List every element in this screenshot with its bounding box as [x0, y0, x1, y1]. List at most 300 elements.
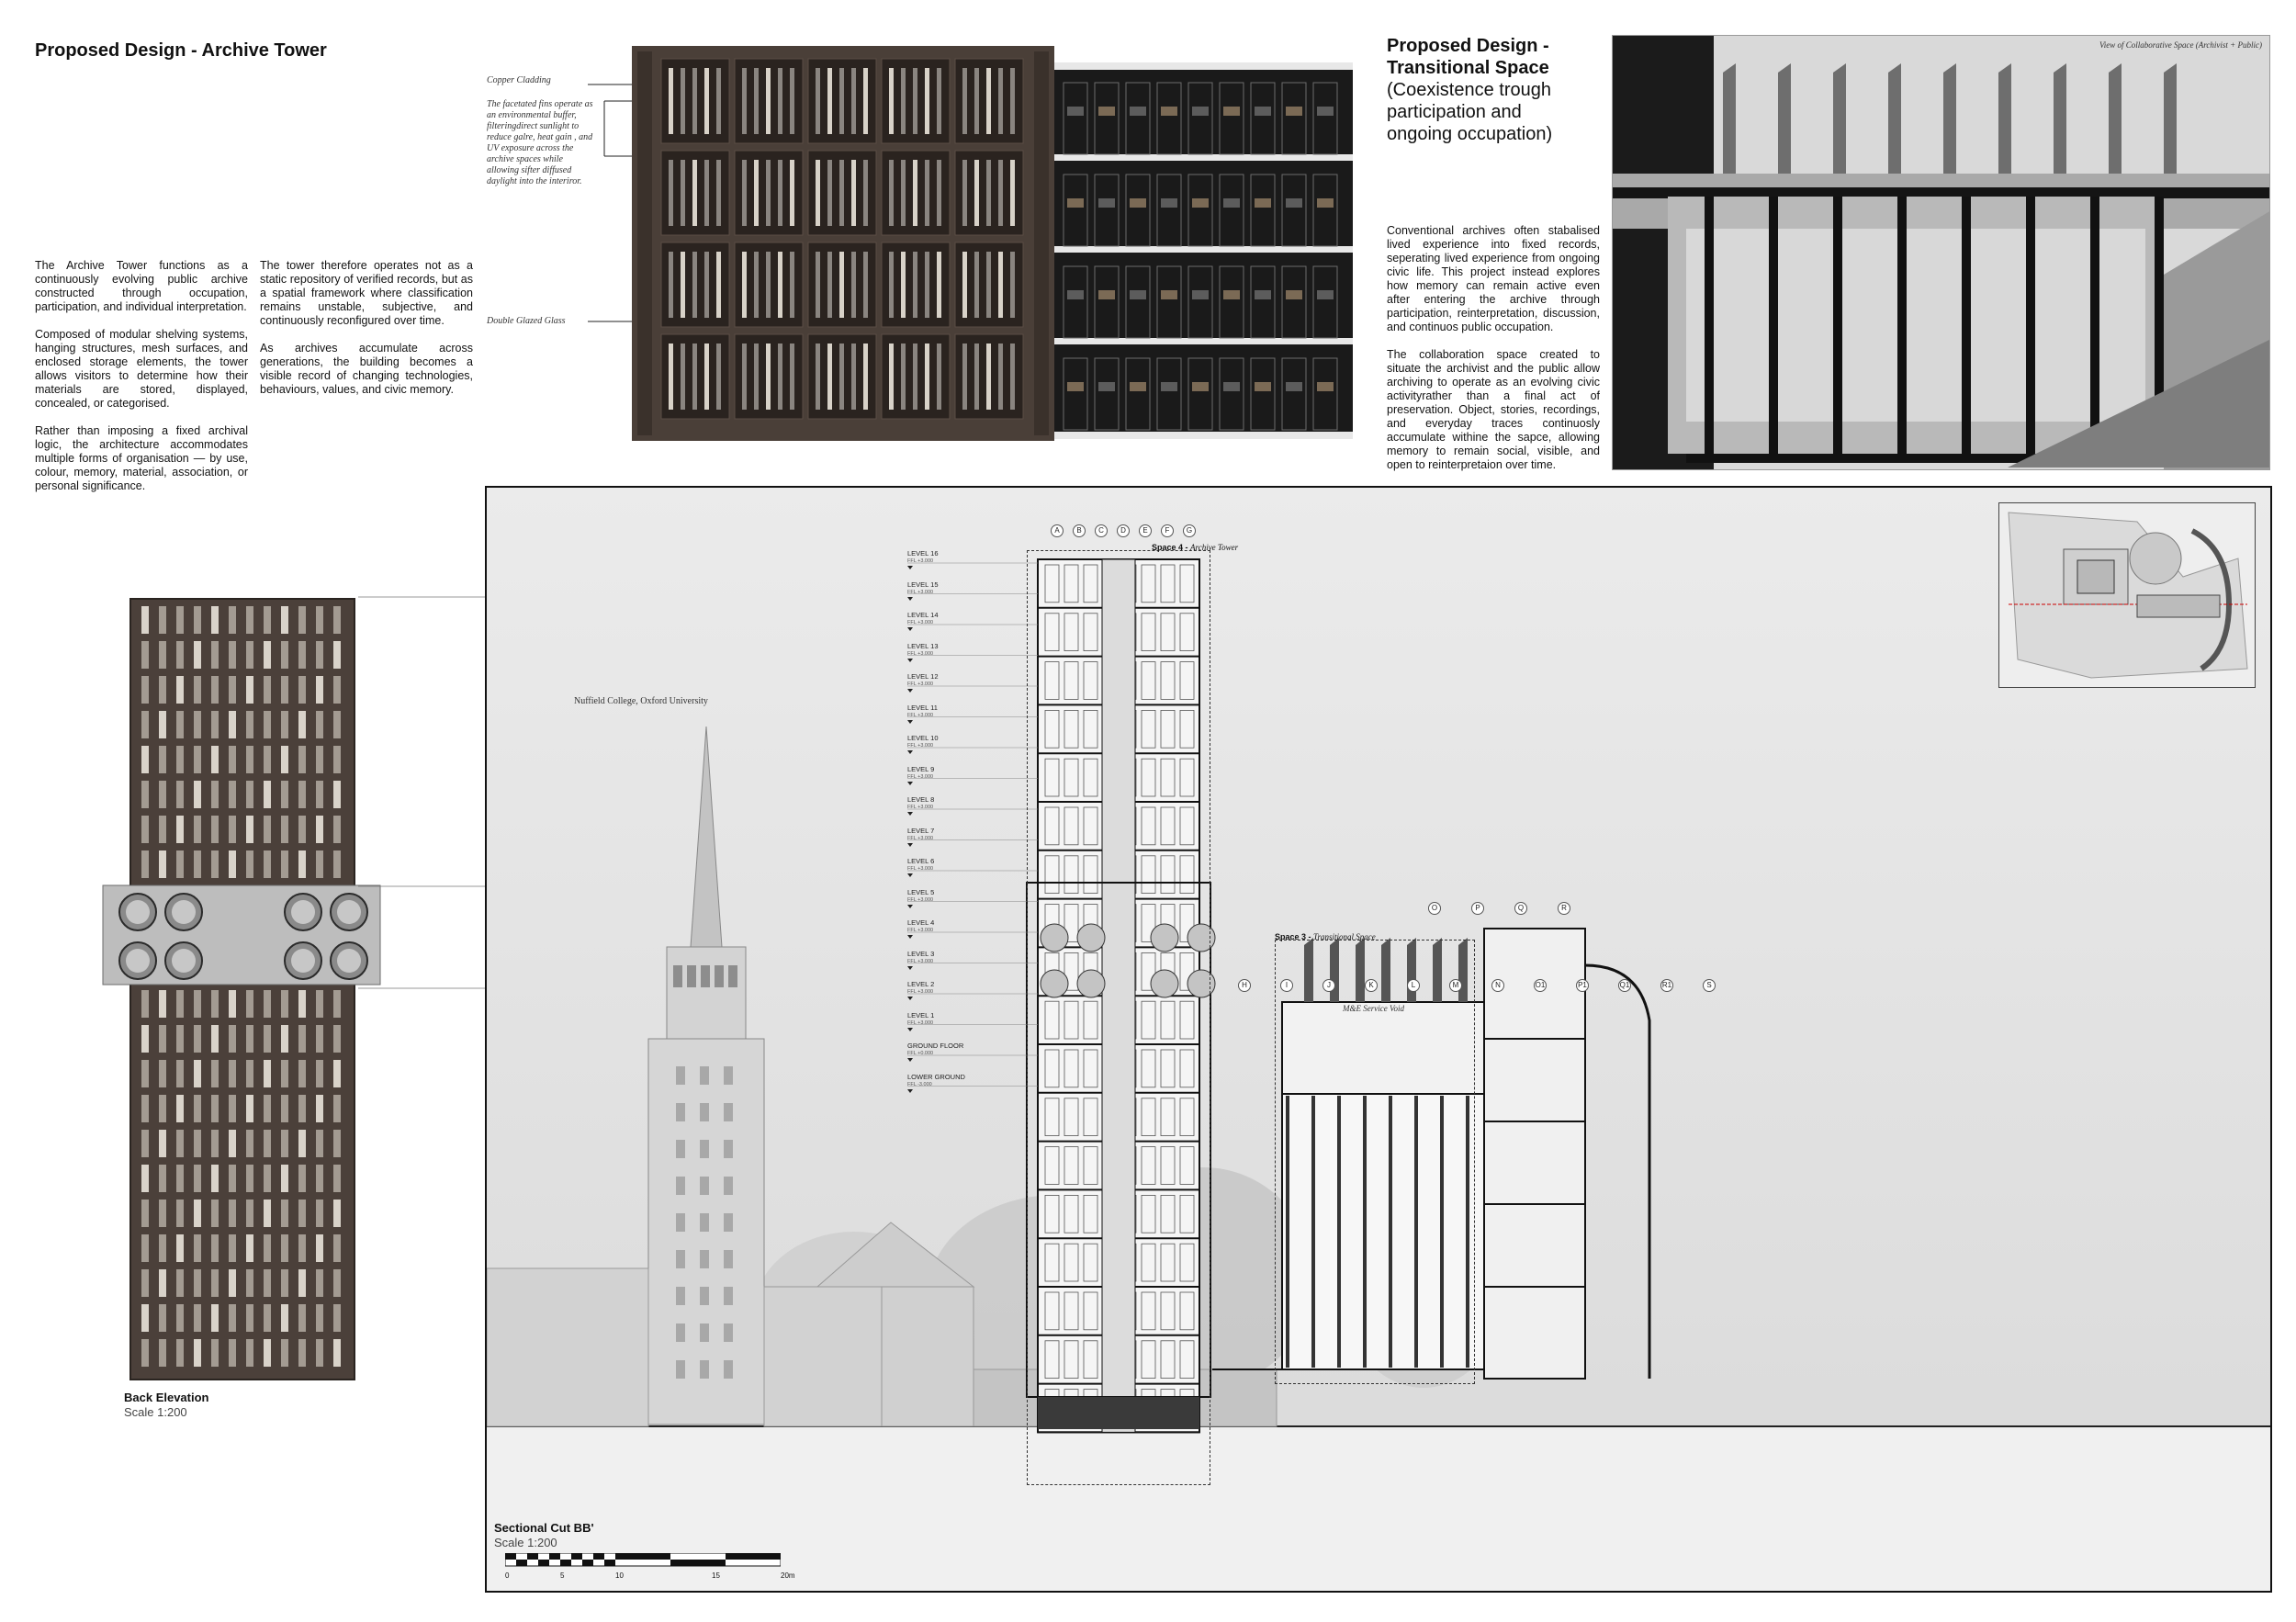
back-elev-slit: [316, 1095, 323, 1122]
back-elev-slit: [333, 711, 341, 738]
back-elev-slit: [264, 850, 271, 878]
back-elev-slit: [229, 781, 236, 808]
back-elev-slit: [316, 1200, 323, 1227]
level-name: LEVEL 15: [907, 580, 939, 589]
back-elev-sphere-core: [291, 949, 315, 973]
grid-bubble: R: [1558, 902, 1570, 915]
render-fin: [1723, 63, 1736, 174]
facade-slit: [863, 344, 868, 410]
nuffield-window: [700, 1213, 709, 1232]
facade-slit: [669, 344, 673, 410]
nuffield-window: [724, 1287, 733, 1305]
level-marker: [907, 550, 939, 569]
nuffield-window: [724, 1066, 733, 1085]
space3-prefix: Space 3 -: [1275, 932, 1314, 941]
facade-slit: [766, 252, 771, 318]
facade-slit: [925, 344, 929, 410]
back-elev-slit: [298, 1095, 306, 1122]
shelf-item: [1255, 290, 1271, 299]
nuffield-window: [676, 1177, 685, 1195]
back-elev-slit: [229, 1269, 236, 1297]
back-elev-slit: [333, 1339, 341, 1367]
facade-slit: [839, 160, 844, 226]
back-elev-slit: [194, 1130, 201, 1157]
level-triangle-icon: [907, 750, 913, 754]
level-ffl: FFL +3.000: [907, 650, 934, 657]
shelf-item: [1286, 382, 1302, 391]
back-elev-slit: [298, 606, 306, 634]
shelf-item: [1223, 198, 1240, 208]
render-mullion: [1962, 197, 1971, 463]
facade-slit: [816, 252, 820, 318]
level-triangle-icon: [907, 1028, 913, 1031]
facade-slit: [754, 68, 759, 134]
back-elev-slit: [264, 781, 271, 808]
back-elev-slit: [298, 1200, 306, 1227]
back-elev-slit: [176, 1060, 184, 1087]
back-elev-slit: [246, 676, 253, 704]
level-marker: [907, 1042, 963, 1062]
facade-slit: [766, 344, 771, 410]
nuffield-window: [676, 1287, 685, 1305]
level-name: LEVEL 8: [907, 795, 935, 804]
scale-cell: [582, 1560, 593, 1566]
facade-slit: [998, 160, 1003, 226]
grid-bubble: Q: [1514, 902, 1527, 915]
render-fin: [1778, 63, 1791, 174]
site-plan-drawing: [1999, 503, 2255, 687]
facade-slit: [1010, 344, 1015, 410]
scale-cell: [549, 1553, 560, 1560]
back-elev-slit: [246, 711, 253, 738]
shelf-item: [1317, 198, 1334, 208]
back-elev-slit: [246, 1200, 253, 1227]
back-elev-slit: [264, 746, 271, 773]
back-elev-slit: [159, 850, 166, 878]
facade-slit: [913, 160, 917, 226]
back-elev-slit: [159, 676, 166, 704]
facade-slit: [669, 68, 673, 134]
back-elev-slit: [281, 990, 288, 1018]
level-ffl: FFL +3.000: [907, 1019, 934, 1026]
back-elev-slit: [281, 1130, 288, 1157]
facade-slit: [962, 252, 967, 318]
back-elev-slit: [211, 641, 219, 669]
back-elev-slit: [246, 1025, 253, 1053]
level-triangle-icon: [907, 812, 913, 816]
back-elev-slit: [211, 746, 219, 773]
back-elev-slit: [333, 990, 341, 1018]
back-elev-slit: [281, 1165, 288, 1192]
back-elev-slit: [229, 816, 236, 843]
transition-annex: [1484, 929, 1585, 1379]
shelf-item: [1255, 382, 1271, 391]
shelf-item: [1161, 382, 1177, 391]
back-elev-slit: [141, 1339, 149, 1367]
facade-slit: [889, 68, 894, 134]
facade-slit: [851, 160, 856, 226]
back-elev-slit: [211, 990, 219, 1018]
back-elev-slit: [333, 1304, 341, 1332]
grid-bubble: P: [1471, 902, 1484, 915]
transitional-title-line2: Transitional Space: [1387, 58, 1549, 78]
level-triangle-icon: [907, 1058, 913, 1062]
back-elev-slit: [229, 676, 236, 704]
back-elev-slit: [229, 746, 236, 773]
back-elev-slit: [298, 1025, 306, 1053]
archive-paragraph: The Archive Tower functions as a continuously evolving public archive constructed through occupation, participation, and individual interpretation.: [35, 259, 248, 313]
level-marker: [907, 889, 934, 908]
level-ffl: FFL +3.000: [907, 958, 934, 964]
facade-slit: [754, 160, 759, 226]
back-elev-slit: [141, 676, 149, 704]
back-elev-slit: [194, 606, 201, 634]
back-elev-slit: [194, 711, 201, 738]
nuffield-arch: [673, 965, 682, 987]
facade-slit: [986, 344, 991, 410]
nuffield-window: [700, 1287, 709, 1305]
facade-slit: [827, 344, 832, 410]
facade-slit: [742, 252, 747, 318]
back-elev-slit: [141, 1165, 149, 1192]
back-elev-slit: [246, 746, 253, 773]
back-elev-slit: [298, 711, 306, 738]
level-triangle-icon: [907, 659, 913, 662]
back-elev-slit: [141, 990, 149, 1018]
back-elev-slit: [176, 781, 184, 808]
back-elev-slit: [229, 1234, 236, 1262]
level-name: LEVEL 14: [907, 611, 939, 619]
level-triangle-icon: [907, 905, 913, 908]
facade-slit: [669, 160, 673, 226]
back-elev-slit: [176, 1269, 184, 1297]
back-elev-slit: [159, 1025, 166, 1053]
back-elev-slit: [281, 816, 288, 843]
back-elev-slit: [141, 1269, 149, 1297]
back-elev-slit: [316, 746, 323, 773]
shelf-item: [1098, 290, 1115, 299]
section-frame: [485, 486, 2272, 1593]
back-elev-slit: [264, 990, 271, 1018]
back-elev-slit: [281, 1304, 288, 1332]
facade-slit: [962, 344, 967, 410]
level-name: LEVEL 2: [907, 980, 935, 988]
back-elev-slit: [246, 781, 253, 808]
back-elev-slit: [316, 1304, 323, 1332]
back-elev-slit: [333, 1269, 341, 1297]
shelf-item: [1098, 107, 1115, 116]
space3-label: [1275, 932, 1376, 941]
back-elev-slit: [298, 1130, 306, 1157]
back-elev-slit: [229, 990, 236, 1018]
nuffield-label: Nuffield College, Oxford University: [574, 696, 708, 706]
back-elev-slit: [194, 1025, 201, 1053]
back-elev-slit: [281, 746, 288, 773]
level-triangle-icon: [907, 566, 913, 569]
back-elev-slit: [298, 1165, 306, 1192]
back-elev-slit: [281, 711, 288, 738]
level-marker: [907, 1074, 965, 1093]
back-elev-slit: [211, 711, 219, 738]
facade-slit: [986, 68, 991, 134]
back-elev-slit: [298, 850, 306, 878]
nuffield-window: [700, 1066, 709, 1085]
nuffield-window: [724, 1140, 733, 1158]
back-elev-slit: [246, 990, 253, 1018]
back-elev-slit: [264, 1130, 271, 1157]
section-scale: Scale 1:200: [494, 1536, 557, 1549]
back-elev-slit: [159, 990, 166, 1018]
back-elev-slit: [281, 641, 288, 669]
back-elev-slit: [141, 1234, 149, 1262]
back-elev-slit: [211, 676, 219, 704]
facade-slit: [901, 344, 906, 410]
back-elev-slit: [159, 606, 166, 634]
level-marker: [907, 919, 934, 939]
section-label: Sectional Cut BB': [494, 1521, 594, 1535]
back-elev-slit: [264, 1269, 271, 1297]
back-elevation-drawing: [101, 595, 382, 1385]
shelf-item: [1192, 107, 1209, 116]
shelf-item: [1067, 198, 1084, 208]
back-elev-sphere-core: [126, 900, 150, 924]
back-elev-slit: [333, 1200, 341, 1227]
back-elev-slit: [176, 641, 184, 669]
back-elev-slit: [316, 990, 323, 1018]
render-mullion: [1897, 197, 1907, 463]
level-ffl: FFL +3.000: [907, 835, 934, 841]
level-triangle-icon: [907, 782, 913, 785]
grid-bubble: E: [1139, 524, 1152, 537]
back-elev-slit: [194, 746, 201, 773]
facade-slit: [925, 68, 929, 134]
nuffield-window: [700, 1177, 709, 1195]
back-elev-slit: [264, 1165, 271, 1192]
scale-tick: 20m: [781, 1571, 795, 1580]
back-elev-slit: [159, 1234, 166, 1262]
archive-paragraph: The tower therefore operates not as a static repository of verified records, but as a spatial framework where classification remains unstable, subjective, and continuously reconfigured over time.: [260, 259, 473, 327]
facade-slit: [669, 252, 673, 318]
facade-slit: [851, 344, 856, 410]
back-elev-slit: [246, 641, 253, 669]
grid-bubble: Q1: [1618, 979, 1631, 992]
back-elev-slit: [194, 1339, 201, 1367]
back-elev-slit: [194, 990, 201, 1018]
back-elev-slit: [211, 816, 219, 843]
shelf-item: [1223, 290, 1240, 299]
back-elev-slit: [159, 1095, 166, 1122]
level-name: GROUND FLOOR: [907, 1042, 964, 1050]
facade-slit: [889, 252, 894, 318]
scale-cell: [593, 1553, 604, 1560]
shelf-item: [1317, 107, 1334, 116]
back-elev-sphere-core: [172, 900, 196, 924]
shelf-item: [1192, 382, 1209, 391]
facade-slit: [925, 252, 929, 318]
space4-name: Archive Tower: [1190, 543, 1239, 552]
shelf-item: [1067, 382, 1084, 391]
back-elev-slit: [211, 1060, 219, 1087]
level-triangle-icon: [907, 966, 913, 970]
back-elev-slit: [159, 816, 166, 843]
facade-slit: [863, 252, 868, 318]
level-ffl: FFL +3.000: [907, 805, 934, 810]
facade-slit: [766, 68, 771, 134]
level-marker: [907, 673, 939, 693]
back-elev-slit: [316, 606, 323, 634]
space4-dashed-box: [1027, 550, 1210, 1485]
shelf-item: [1130, 198, 1146, 208]
scale-cell: [615, 1553, 670, 1560]
facade-slit: [681, 68, 685, 134]
level-triangle-icon: [907, 873, 913, 877]
level-ffl: FFL +3.000: [907, 712, 934, 718]
back-elev-slit: [176, 850, 184, 878]
back-elev-sphere-core: [291, 900, 315, 924]
facade-slit: [704, 252, 709, 318]
back-elev-slit: [141, 850, 149, 878]
back-elev-slit: [316, 1339, 323, 1367]
facade-slit: [974, 68, 979, 134]
facade-slit: [790, 160, 794, 226]
shelf-item: [1098, 382, 1115, 391]
nuffield-window: [700, 1324, 709, 1342]
level-marker: [907, 581, 939, 601]
grid-bubble: R1: [1660, 979, 1673, 992]
back-elev-slit: [246, 1060, 253, 1087]
back-elev-slit: [159, 1200, 166, 1227]
facade-slit: [839, 68, 844, 134]
level-triangle-icon: [907, 597, 913, 601]
back-elev-slit: [211, 1234, 219, 1262]
back-elev-slit: [176, 676, 184, 704]
back-elev-slit: [298, 1304, 306, 1332]
back-elev-slit: [211, 850, 219, 878]
back-elev-slit: [281, 1095, 288, 1122]
mep-void-label: M&E Service Void: [1343, 1004, 1404, 1013]
back-elev-slit: [246, 1165, 253, 1192]
scale-cell: [726, 1553, 781, 1560]
facade-slit: [863, 68, 868, 134]
back-elev-slit: [229, 1025, 236, 1053]
back-elev-slit: [316, 711, 323, 738]
facade-slit: [790, 68, 794, 134]
shelf-item: [1255, 107, 1271, 116]
back-elev-slit: [264, 1025, 271, 1053]
scale-tick: 0: [505, 1571, 510, 1580]
level-marker: [907, 951, 934, 970]
scale-tick: 15: [712, 1571, 720, 1580]
facade-slit: [704, 344, 709, 410]
nuffield-window: [676, 1360, 685, 1379]
back-elev-slit: [316, 850, 323, 878]
back-elev-slit: [333, 676, 341, 704]
render-mullion: [1705, 197, 1714, 463]
nuffield-arch: [728, 965, 737, 987]
facade-slit: [913, 344, 917, 410]
scale-cell: [527, 1553, 538, 1560]
back-elev-slit: [159, 746, 166, 773]
facade-slit: [889, 344, 894, 410]
back-elev-slit: [281, 606, 288, 634]
back-elevation-scale: Scale 1:200: [124, 1405, 187, 1419]
shelf-item: [1317, 382, 1334, 391]
back-elev-slit: [298, 641, 306, 669]
level-triangle-icon: [907, 997, 913, 1000]
facade-slit: [778, 68, 782, 134]
render-fin: [2054, 63, 2066, 174]
back-elev-slit: [176, 1025, 184, 1053]
grid-bubble: G: [1183, 524, 1196, 537]
render-mullion: [1833, 197, 1842, 463]
back-elev-slit: [229, 1165, 236, 1192]
facade-slit: [974, 160, 979, 226]
facade-slit: [716, 160, 721, 226]
nuffield-window: [676, 1140, 685, 1158]
back-elev-slit: [333, 1025, 341, 1053]
double-glazed-label: Double Glazed Glass: [487, 316, 566, 326]
facade-slit: [851, 68, 856, 134]
scale-cell: [505, 1553, 516, 1560]
facade-slit: [742, 344, 747, 410]
copper-cladding-label: Copper Cladding: [487, 75, 551, 85]
grid-bubble: B: [1073, 524, 1086, 537]
facade-slit: [827, 68, 832, 134]
back-elev-slit: [194, 781, 201, 808]
back-elev-slit: [176, 1234, 184, 1262]
level-marker: [907, 796, 934, 816]
archive-paragraph: As archives accumulate across generations, the building becomes a visible record of changing technologies, behaviours, values, and civic memory.: [260, 342, 473, 396]
back-elev-slit: [246, 1269, 253, 1297]
back-elev-slit: [281, 676, 288, 704]
grid-bubble: N: [1491, 979, 1504, 992]
collaborative-render-drawing: [1613, 36, 2270, 470]
nuffield-window: [700, 1250, 709, 1268]
back-elev-slit: [298, 990, 306, 1018]
back-elev-slit: [281, 1339, 288, 1367]
back-elev-slit: [298, 816, 306, 843]
back-elev-slit: [246, 1234, 253, 1262]
level-ffl: FFL +3.000: [907, 620, 934, 625]
back-elev-slit: [194, 850, 201, 878]
back-elev-slit: [229, 1200, 236, 1227]
archive-paragraph: Composed of modular shelving systems, hanging structures, mesh surfaces, and enclosed storage elements, the tower allows visitors to determine how their materials are stored, displayed, concealed, or categorised.: [35, 328, 248, 410]
level-name: LOWER GROUND: [907, 1072, 965, 1081]
back-elev-slit: [159, 1165, 166, 1192]
back-elev-slit: [141, 781, 149, 808]
back-elev-slit: [141, 641, 149, 669]
back-elev-slit: [246, 850, 253, 878]
render-fin: [2164, 63, 2177, 174]
facade-slit: [901, 68, 906, 134]
grid-bubble: F: [1161, 524, 1174, 537]
grid-bubble: D: [1117, 524, 1130, 537]
grid-bubble: J: [1322, 979, 1335, 992]
level-marker: [907, 981, 934, 1000]
facade-slit: [704, 160, 709, 226]
back-elev-slit: [194, 1095, 201, 1122]
back-elev-slit: [159, 1269, 166, 1297]
back-elev-slit: [298, 1234, 306, 1262]
nuffield-window: [700, 1103, 709, 1121]
nuffield-window: [676, 1103, 685, 1121]
facade-slit: [839, 252, 844, 318]
archive-paragraph: Rather than imposing a fixed archival logic, the architecture accommodates multiple forms of organisation — by use, colour, memory, material, association, or personal significance.: [35, 424, 248, 492]
back-elev-slit: [298, 676, 306, 704]
grid-bubble: K: [1365, 979, 1378, 992]
nuffield-window: [724, 1360, 733, 1379]
back-elev-slit: [194, 1200, 201, 1227]
